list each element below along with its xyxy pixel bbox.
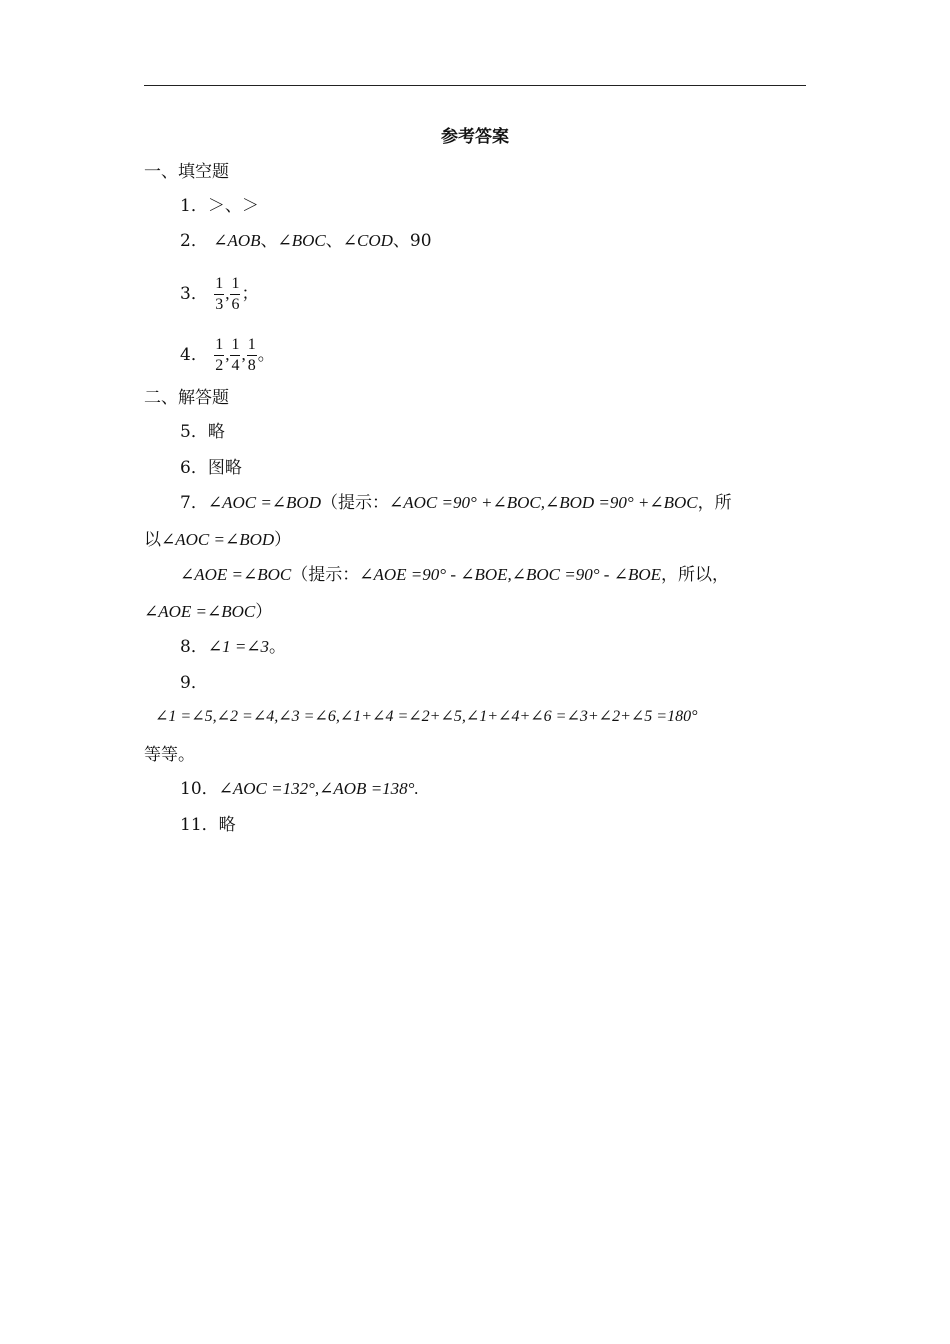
- answer-text: 略: [207, 422, 225, 442]
- answer-number: 7．: [180, 493, 208, 513]
- separator: ,: [225, 345, 230, 364]
- page-title: 参考答案: [441, 127, 509, 147]
- answer-number: 10．: [180, 779, 219, 799]
- answer-tail: ）: [274, 530, 292, 550]
- answer-tail: ）: [255, 602, 273, 622]
- fraction-one-quarter: $\frac{1}{4}$: [231, 336, 240, 374]
- separator: ,: [241, 345, 246, 364]
- answer-11: [180, 815, 236, 835]
- fraction-one-sixth: $\frac{1}{6}$: [231, 275, 240, 313]
- answer-number: 8．: [180, 637, 208, 657]
- angle-aob: ∠AOB: [213, 231, 261, 250]
- answer-3: [180, 276, 258, 313]
- section-fill-blank-heading: 一、填空题: [144, 162, 229, 182]
- answer-7-line-1: [180, 493, 732, 513]
- fraction-one-half: $\frac{1}{2}$: [215, 336, 224, 374]
- answer-6: [180, 458, 242, 478]
- answer-tail: ，所: [697, 493, 732, 513]
- answer-number: 5．: [180, 422, 208, 442]
- answer-7-line-3: [180, 565, 729, 585]
- hint-label: （提示：: [291, 565, 360, 585]
- header-rule: [144, 85, 806, 86]
- hint-label: （提示：: [320, 493, 389, 513]
- answer-5: [180, 422, 225, 442]
- math-expression: ∠1 =∠5,∠2 =∠4,∠3 =∠6,∠1+∠4 =∠2+∠5,∠1+∠4+∠6 =∠3+∠2+∠5 =180°: [155, 708, 698, 725]
- answer-9-tail: 等等。: [144, 745, 195, 765]
- angle-boc: ∠BOC: [277, 231, 326, 250]
- separator: ,: [225, 284, 230, 303]
- answer-tail: 、90: [392, 231, 432, 251]
- answer-number: 2．: [180, 231, 208, 251]
- math-expression: ∠1 =∠3: [207, 637, 270, 656]
- math-expression: ∠AOE =90° - ∠BOE,∠BOC =90° - ∠BOE: [359, 565, 661, 584]
- angle-cod: ∠COD: [342, 231, 393, 250]
- answer-number: 4．: [180, 345, 208, 365]
- answer-2: [180, 231, 432, 251]
- separator: 、: [325, 231, 343, 251]
- answer-tail: 。: [257, 345, 275, 365]
- answer-7-line-2: [144, 530, 291, 550]
- answer-9-math: [155, 706, 697, 727]
- separator: 、: [260, 231, 278, 251]
- answer-tail: 。: [269, 637, 287, 657]
- math-expression: ∠AOE =∠BOC: [180, 565, 292, 584]
- answer-number: 6．: [180, 458, 208, 478]
- answer-text: ＞、＞: [207, 196, 259, 216]
- math-expression: ∠AOE =∠BOC: [144, 602, 256, 621]
- answer-number: 1．: [180, 196, 208, 216]
- answer-4: [180, 337, 275, 374]
- answer-tail: ；: [241, 284, 259, 304]
- answer-1: [180, 196, 259, 216]
- text-prefix: 以: [144, 530, 161, 550]
- answer-7-line-4: [144, 602, 272, 622]
- answer-text: 图略: [207, 458, 242, 478]
- answer-number: 11．: [180, 815, 219, 835]
- fraction-one-third: $\frac{1}{3}$: [215, 275, 224, 313]
- answer-text: 略: [218, 815, 236, 835]
- answer-9-number: 9．: [180, 673, 208, 693]
- answer-tail: ，所以，: [661, 565, 729, 585]
- math-expression: ∠AOC =90° +∠BOC,∠BOD =90° +∠BOC: [388, 493, 698, 512]
- math-expression: ∠AOC =132°,∠AOB =138°.: [218, 779, 419, 798]
- answer-number: 3．: [180, 284, 208, 304]
- answer-8: [180, 637, 286, 657]
- fraction-one-eighth: $\frac{1}{8}$: [247, 336, 256, 374]
- section-solve-heading: 二、解答题: [144, 388, 229, 408]
- math-expression: ∠AOC =∠BOD: [207, 493, 321, 512]
- math-expression: ∠AOC =∠BOD: [161, 530, 275, 549]
- answer-10: [180, 779, 419, 799]
